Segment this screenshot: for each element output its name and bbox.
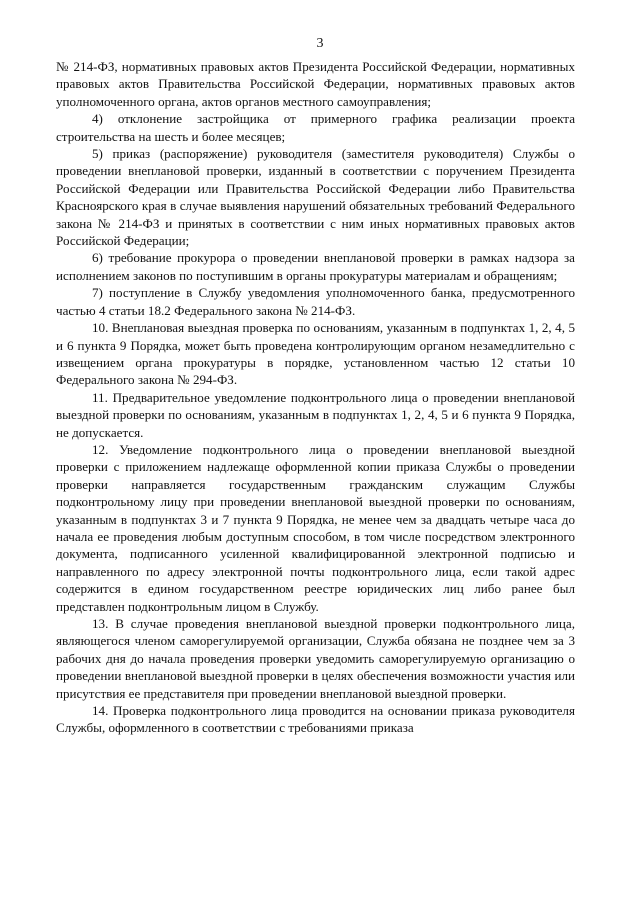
page-number: 3 — [316, 36, 324, 51]
paragraph-item-4: 4) отклонение застройщика от примерного графика реализации проекта строительства на шесть и более месяцев; — [56, 111, 575, 144]
paragraph-11: 11. Предварительное уведомление подконтрольного лица о проведении внеплановой выездной проверки по основаниям, указанным в подпунктах 1, 2, 4, 5 и 6 пункта 9 Порядка, не допускается. — [56, 389, 575, 440]
paragraph-13: 13. В случае проведения внеплановой выездной проверки подконтрольного лица, являющегося членом саморегулируемой организации, Служба обязана не позднее чем за 3 рабочих дня до начала проведения проверки уведомить саморегулируемую организацию о проведении внеплановой выездной проверки в целях обеспечения возможности участия или присутствия ее представителя при проведении внеплановой выездной проверки. — [56, 616, 575, 701]
paragraph-item-6: 6) требование прокурора о проведении внеплановой проверки в рамках надзора за исполнением законов по поступившим в органы прокуратуры материалам и обращениям; — [56, 250, 575, 283]
paragraph-item-5: 5) приказ (распоряжение) руководителя (заместителя руководителя) Службы о проведении внеплановой проверки, изданный в соответствии с поручением Президента Российской Федерации или Правительства Российской Федерации либо Правительства Красноярского края в случае выявления нарушений обязательных требований Федерального закона № 214-ФЗ и принятых в соответствии с ним иных нормативных правовых актов Российской Федерации; — [56, 146, 575, 249]
paragraph-12: 12. Уведомление подконтрольного лица о проведении внеплановой выездной проверки с приложением надлежаще оформленной копии приказа Службы о проведении проверки направляется государственным гражданским служащим Службы подконтрольному лицу при проведении внеплановой выездной проверки по основаниям, указанным в подпунктах 3 и 7 пункта 9 Порядка, не менее чем за двадцать четыре часа до начала ее проведения любым доступным способом, в том числе посредством электронного документа, подписанного усиленной квалифицированной электронной подписью и направленного по адресу электронной почты подконтрольного лица, если такой адрес содержится в едином государственном реестре юридических лиц либо ранее был представлен подконтрольным лицом в Службу. — [56, 441, 575, 614]
paragraph-item-7: 7) поступление в Службу уведомления уполномоченного банка, предусмотренного частью 4 статьи 18.2 Федерального закона № 214-ФЗ. — [56, 285, 575, 318]
document-body — [56, 58, 575, 737]
paragraph-10: 10. Внеплановая выездная проверка по основаниям, указанным в подпунктах 1, 2, 4, 5 и 6 пункта 9 Порядка, может быть проведена контролирующим органом незамедлительно с извещением органа прокуратуры в порядке, установленном частью 12 статьи 10 Федерального закона № 294-ФЗ. — [56, 320, 575, 388]
paragraph-continuation: № 214-ФЗ, нормативных правовых актов Президента Российской Федерации, нормативных правовых актов Правительства Российской Федерации, нормативных правовых актов уполномоченного органа, актов органов местного самоуправления; — [56, 59, 575, 109]
paragraph-14: 14. Проверка подконтрольного лица проводится на основании приказа руководителя Службы, оформленного в соответствии с требованиями приказа — [56, 703, 575, 736]
